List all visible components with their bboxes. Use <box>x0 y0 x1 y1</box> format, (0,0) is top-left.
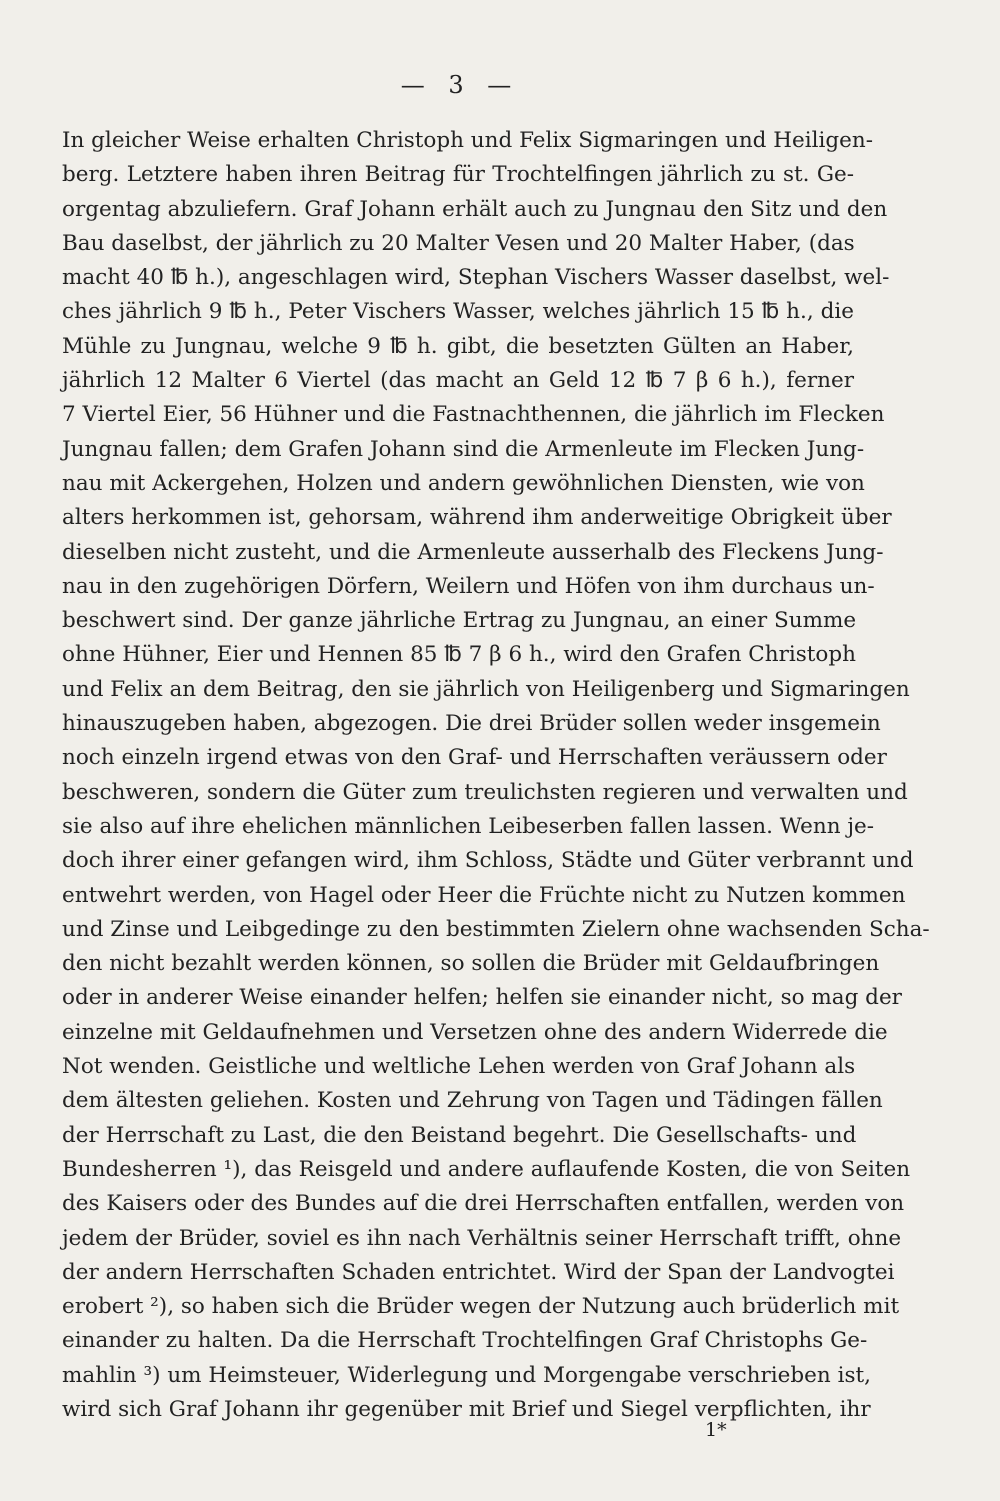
text-line: erobert ²), so haben sich die Brüder wegen der Nutzung auch brüderlich mit <box>62 1294 900 1320</box>
text-line: dem ältesten geliehen. Kosten und Zehrung von Tagen und Tädingen fällen <box>62 1088 883 1114</box>
text-line: den nicht bezahlt werden können, so sollen die Brüder mit Geldaufbringen <box>62 951 880 977</box>
text-line: orgentag abzuliefern. Graf Johann erhält auch zu Jungnau den Sitz und den <box>62 196 888 222</box>
text-line: sie also auf ihre ehelichen männlichen Leibeserben fallen lassen. Wenn je- <box>62 813 875 839</box>
text-line: ches jährlich 9 ℔ h., Peter Vischers Wasser, welches jährlich 15 ℔ h., die <box>62 299 854 325</box>
text-line: oder in anderer Weise einander helfen; helfen sie einander nicht, so mag der <box>62 985 902 1011</box>
text-line: beschwert sind. Der ganze jährliche Ertrag zu Jungnau, an einer Summe <box>62 608 857 634</box>
text-line: Bundesherren ¹), das Reisgeld und andere auflaufende Kosten, die von Seiten <box>62 1156 911 1182</box>
text-line: entwehrt werden, von Hagel oder Heer die Früchte nicht zu Nutzen kommen <box>62 882 906 908</box>
text-line: Bau daselbst, der jährlich zu 20 Malter Vesen und 20 Malter Haber, (das <box>62 230 855 256</box>
text-line: alters herkommen ist, gehorsam, während ihm anderweitige Obrigkeit über <box>62 505 892 531</box>
text-line: jährlich 12 Malter 6 Viertel (das macht an Geld 12 ℔ 7 β 6 h.), ferner <box>62 368 854 394</box>
text-line: mahlin ³) um Heimsteuer, Widerlegung und Morgengabe verschrieben ist, <box>62 1362 871 1388</box>
text-line: ohne Hühner, Eier und Hennen 85 ℔ 7 β 6 h., wird den Grafen Christoph <box>62 642 856 668</box>
text-line: In gleicher Weise erhalten Christoph und Felix Sigmaringen und Heiligen- <box>62 128 873 153</box>
text-line: Not wenden. Geistliche und weltliche Lehen werden von Graf Johann als <box>62 1054 856 1080</box>
text-line: nau mit Ackergehen, Holzen und andern gewöhnlichen Diensten, wie von <box>62 470 865 496</box>
text-line: der andern Herrschaften Schaden entrichtet. Wird der Span der Landvogtei <box>62 1259 895 1285</box>
text-line: dieselben nicht zusteht, und die Armenleute ausserhalb des Fleckens Jung- <box>62 539 884 565</box>
text-line: und Felix an dem Beitrag, den sie jährlich von Heiligenberg und Sigmaringen <box>62 676 910 702</box>
text-line: der Herrschaft zu Last, die den Beistand begehrt. Die Gesellschafts- und <box>62 1122 857 1148</box>
text-line: Jungnau fallen; dem Grafen Johann sind die Armenleute im Flecken Jung- <box>62 436 865 462</box>
text-line: einzelne mit Geldaufnehmen und Versetzen ohne des andern Widerrede die <box>62 1019 888 1045</box>
text-line: wird sich Graf Johann ihr gegenüber mit Brief und Siegel verpflichten, ihr <box>62 1396 871 1422</box>
text-line: nau in den zugehörigen Dörfern, Weilern und Höfen von ihm durchaus un- <box>62 573 875 599</box>
text-line: berg. Letztere haben ihren Beitrag für Trochtelfingen jährlich zu st. Ge- <box>62 162 854 188</box>
text-line: noch einzeln irgend etwas von den Graf- und Herrschaften veräussern oder <box>62 745 887 771</box>
text-line: beschweren, sondern die Güter zum treulichsten regieren und verwalten und <box>62 779 908 805</box>
text-line: Mühle zu Jungnau, welche 9 ℔ h. gibt, die besetzten Gülten an Haber, <box>62 333 854 359</box>
text-line: macht 40 ℔ h.), angeschlagen wird, Stephan Vischers Wasser daselbst, wel- <box>62 265 890 291</box>
text-line: doch ihrer einer gefangen wird, ihm Schloss, Städte und Güter verbrannt und <box>62 848 914 874</box>
text-line: hinauszugeben haben, abgezogen. Die drei Brüder sollen weder insgemein <box>62 711 881 737</box>
text-line: des Kaisers oder des Bundes auf die drei Herrschaften entfallen, werden von <box>62 1191 905 1217</box>
page-number: — 3 — <box>400 71 520 99</box>
signature-mark: 1* <box>705 1419 727 1441</box>
body-text <box>62 124 930 1427</box>
text-line: und Zinse und Leibgedinge zu den bestimmten Zielern ohne wachsenden Scha- <box>62 916 930 942</box>
text-line: jedem der Brüder, soviel es ihn nach Verhältnis seiner Herrschaft trifft, ohne <box>62 1225 902 1251</box>
text-line: 7 Viertel Eier, 56 Hühner und die Fastnachthennen, die jährlich im Flecken <box>62 402 885 428</box>
text-line: einander zu halten. Da die Herrschaft Trochtelfingen Graf Christophs Ge- <box>62 1328 868 1354</box>
